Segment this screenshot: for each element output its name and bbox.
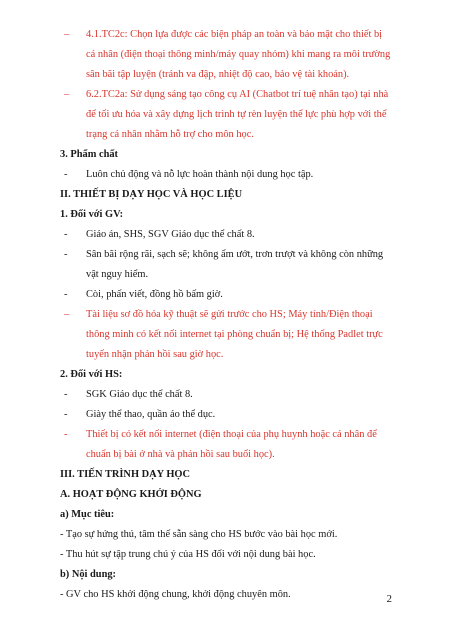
- list-item: [60, 405, 392, 425]
- bullet-text: Sân bãi rộng rãi, sạch sẽ; không ẩm ướt, trơn trượt và không còn những vật nguy hiểm.: [86, 249, 384, 280]
- list-item: [60, 225, 392, 245]
- bullet-text: 6.2.TC2a: Sử dụng sáng tạo công cụ AI (Chatbot trí tuệ nhân tạo) tại nhà để tối ưu hóa và xây dựng lịch trình tự rèn luyện thể lực phù hợp với thể trạng cá nhân nhằm hỗ trợ cho môn học.: [86, 89, 389, 140]
- list-item-highlight: [60, 305, 392, 365]
- heading-doi-voi-gv: 1. Đối với GV:: [60, 209, 124, 220]
- bullet-mark: -: [64, 409, 68, 420]
- list-item-highlight: [60, 425, 392, 465]
- bullet-text: 4.1.TC2c: Chọn lựa được các biện pháp an toàn và bảo mật cho thiết bị cá nhân (điện thoại thông minh/máy quay nhóm) khi mang ra môi trường sân bãi tập luyện (tránh va đập, nhiệt độ cao, bảo vệ tài khoản).: [86, 29, 391, 80]
- paragraph: - Tạo sự hứng thú, tâm thế sẵn sàng cho HS bước vào bài học mới.: [60, 529, 338, 540]
- bullet-mark: -: [64, 289, 68, 300]
- heading-pham-chat: 3. Phẩm chất: [60, 149, 119, 160]
- bullet-text: Tài liệu sơ đồ hóa kỹ thuật sẽ gửi trước cho HS; Máy tính/Điện thoại thông minh có kết nối internet tại phòng chuẩn bị; Hệ thống Padlet trực tuyến nhận phản hồi sau giờ học.: [86, 309, 383, 360]
- list-item: [60, 165, 392, 185]
- bullet-mark: -: [64, 389, 68, 400]
- bullet-mark: -: [64, 169, 68, 180]
- bullet-mark: –: [64, 89, 70, 100]
- heading-noi-dung: b) Nội dung:: [60, 569, 117, 580]
- bullet-mark: –: [64, 29, 70, 40]
- bullet-mark: -: [64, 229, 68, 240]
- heading-doi-voi-hs: 2. Đối với HS:: [60, 369, 123, 380]
- bullet-text: SGK Giáo dục thể chất 8.: [86, 389, 193, 400]
- list-item: [60, 385, 392, 405]
- bullet-text: Thiết bị có kết nối internet (điện thoại của phụ huynh hoặc cá nhân để chuẩn bị bài ở nhà và phản hồi sau buổi học).: [86, 429, 377, 460]
- page-content: [60, 25, 392, 605]
- list-item: [60, 285, 392, 305]
- paragraph: - Thu hút sự tập trung chú ý của HS đối với nội dung bài học.: [60, 549, 316, 560]
- heading-muc-tieu: a) Mục tiêu:: [60, 509, 115, 520]
- bullet-mark: –: [64, 309, 70, 320]
- section-heading-thiet-bi: II. THIẾT BỊ DẠY HỌC VÀ HỌC LIỆU: [60, 189, 243, 200]
- bullet-mark: -: [64, 249, 68, 260]
- bullet-mark: -: [64, 429, 68, 440]
- bullet-text: Giày thể thao, quần áo thể dục.: [86, 409, 216, 420]
- heading-hoat-dong-khoi-dong: A. HOẠT ĐỘNG KHỞI ĐỘNG: [60, 489, 202, 500]
- bullet-text: Giáo án, SHS, SGV Giáo dục thể chất 8.: [86, 229, 255, 240]
- section-heading-tien-trinh: III. TIẾN TRÌNH DẠY HỌC: [60, 469, 191, 480]
- paragraph: - GV cho HS khởi động chung, khởi động chuyên môn.: [60, 589, 291, 600]
- competency-4-1-tc2c: [60, 25, 392, 85]
- page-number: 2: [386, 593, 392, 605]
- bullet-text: Luôn chủ động và nỗ lực hoàn thành nội dung học tập.: [86, 169, 314, 180]
- competency-6-2-tc2a: [60, 85, 392, 145]
- bullet-text: Còi, phấn viết, đồng hồ bấm giờ.: [86, 289, 223, 300]
- list-item: [60, 245, 392, 285]
